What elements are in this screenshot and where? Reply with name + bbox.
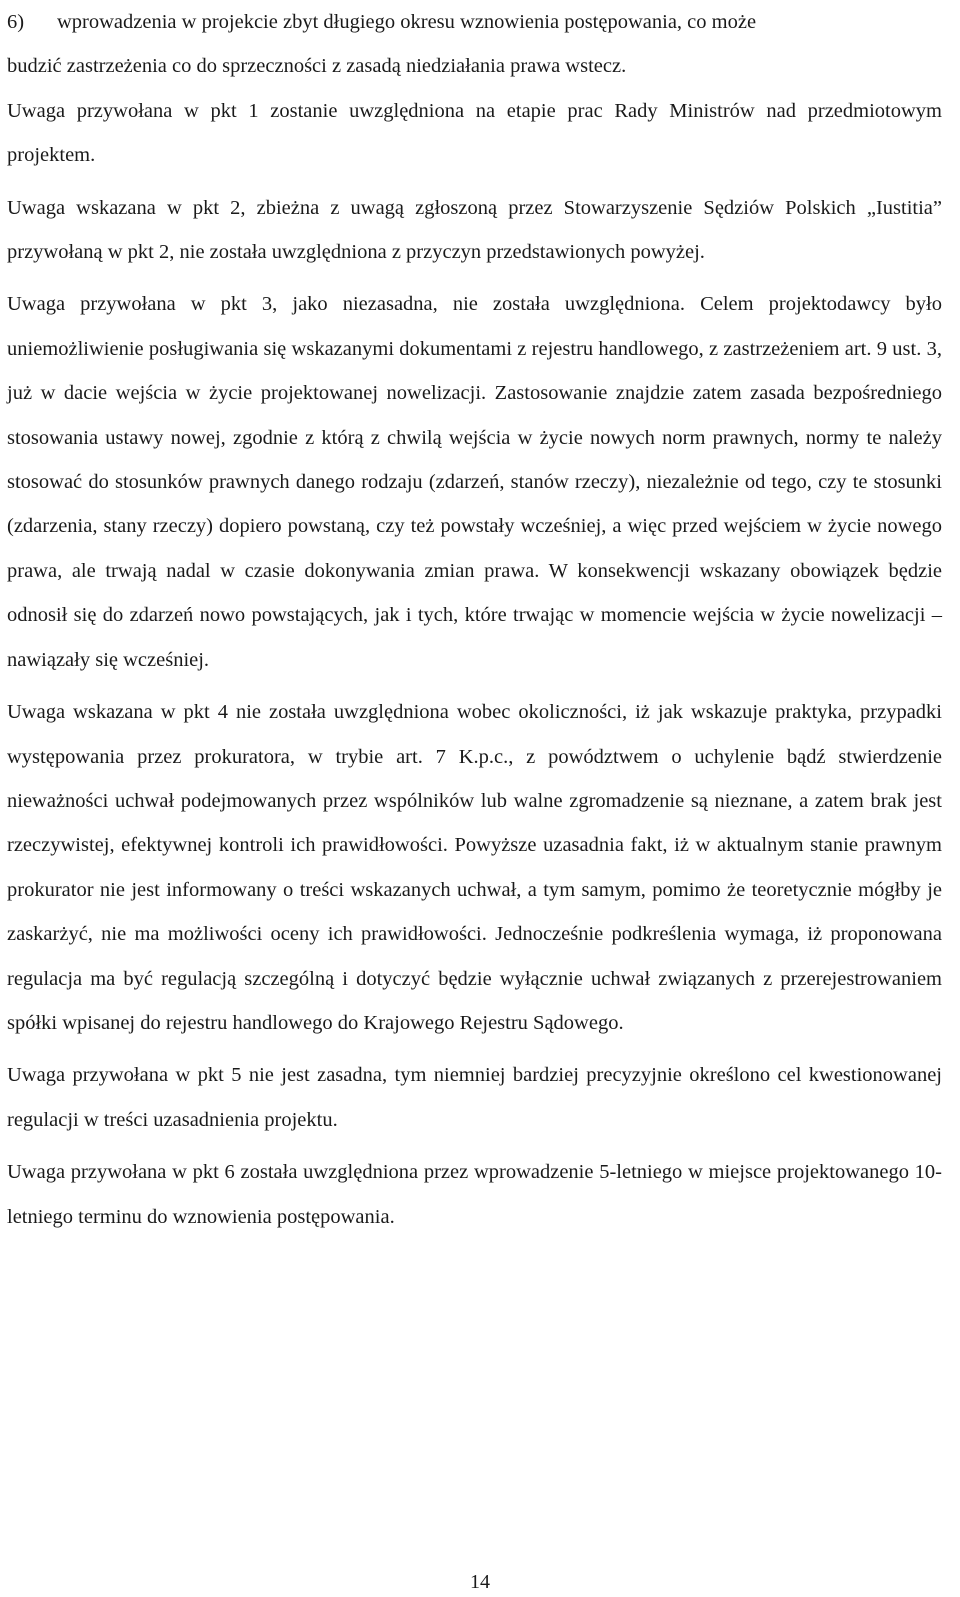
- list-item-text: wprowadzenia w projekcie zbyt długiego okresu wznowienia postępowania, co może: [57, 11, 757, 33]
- paragraph-5: Uwaga przywołana w pkt 5 nie jest zasadna, tym niemniej bardziej precyzyjnie określono cel kwestionowanej regulacji w treści uzasadnienia projektu.: [7, 1064, 942, 1131]
- paragraph-3: Uwaga przywołana w pkt 3, jako niezasadna, nie została uwzględniona. Celem projektodawcy było uniemożliwienie posługiwania się wskazanymi dokumentami z rejestru handlowego, z zastrzeżeniem art. 9 ust. 3, już w dacie wejścia w życie projektowanej nowelizacji. Zastosowanie znajdzie zatem zasada bezpośredniego stosowania ustawy nowej, zgodnie z którą z chwilą wejścia w życie nowych norm prawnych, normy te należy stosować do stosunków prawnych danego rodzaju (zdarzeń, stanów rzeczy), niezależnie od tego, czy te stosunki (zdarzenia, stany rzeczy) dopiero powstaną, czy też powstały wcześniej, a więc przed wejściem w życie nowego prawa, ale trwają nadal w czasie dokonywania zmian prawa. W konsekwencji wskazany obowiązek będzie odnosił się do zdarzeń nowo powstających, jak i tych, które trwając w momencie wejścia w życie nowelizacji – nawiązały się wcześniej.: [7, 293, 942, 671]
- paragraph-4: Uwaga wskazana w pkt 4 nie została uwzględniona wobec okoliczności, iż jak wskazuje praktyka, przypadki występowania przez prokuratora, w trybie art. 7 K.p.c., z powództwem o uchylenie bądź stwierdzenie nieważności uchwał podejmowanych przez wspólników lub walne zgromadzenie są nieznane, a zatem brak jest rzeczywistej, efektywnej kontroli ich prawidłowości. Powyższe uzasadnia fakt, iż w aktualnym stanie prawnym prokurator nie jest informowany o treści wskazanych uchwał, a tym samym, pomimo że teoretycznie mógłby je zaskarżyć, nie ma możliwości oceny ich prawidłowości. Jednocześnie podkreślenia wymaga, iż proponowana regulacja ma być regulacją szczególną i dotyczyć będzie wyłącznie uchwał związanych z przerejestrowaniem spółki wpisanej do rejestru handlowego do Krajowego Rejestru Sądowego.: [7, 701, 942, 1034]
- list-item-6: [7, 0, 942, 44]
- paragraph-1: Uwaga przywołana w pkt 1 zostanie uwzględniona na etapie prac Rady Ministrów nad przedmiotowym projektem.: [7, 99, 942, 167]
- paragraph-2: Uwaga wskazana w pkt 2, zbieżna z uwagą zgłoszoną przez Stowarzyszenie Sędziów Polskich „Iustitia” przywołaną w pkt 2, nie została uwzględniona z przyczyn przedstawionych powyżej.: [7, 196, 942, 264]
- paragraph-6: Uwaga przywołana w pkt 6 została uwzględniona przez wprowadzenie 5-letniego w miejsce projektowanego 10-letniego terminu do wznowienia postępowania.: [7, 1161, 942, 1228]
- list-marker: 6): [7, 11, 25, 33]
- page-number: 14: [470, 1571, 490, 1593]
- list-item-continuation: budzić zastrzeżenia co do sprzeczności z zasadą niedziałania prawa wstecz.: [7, 55, 627, 78]
